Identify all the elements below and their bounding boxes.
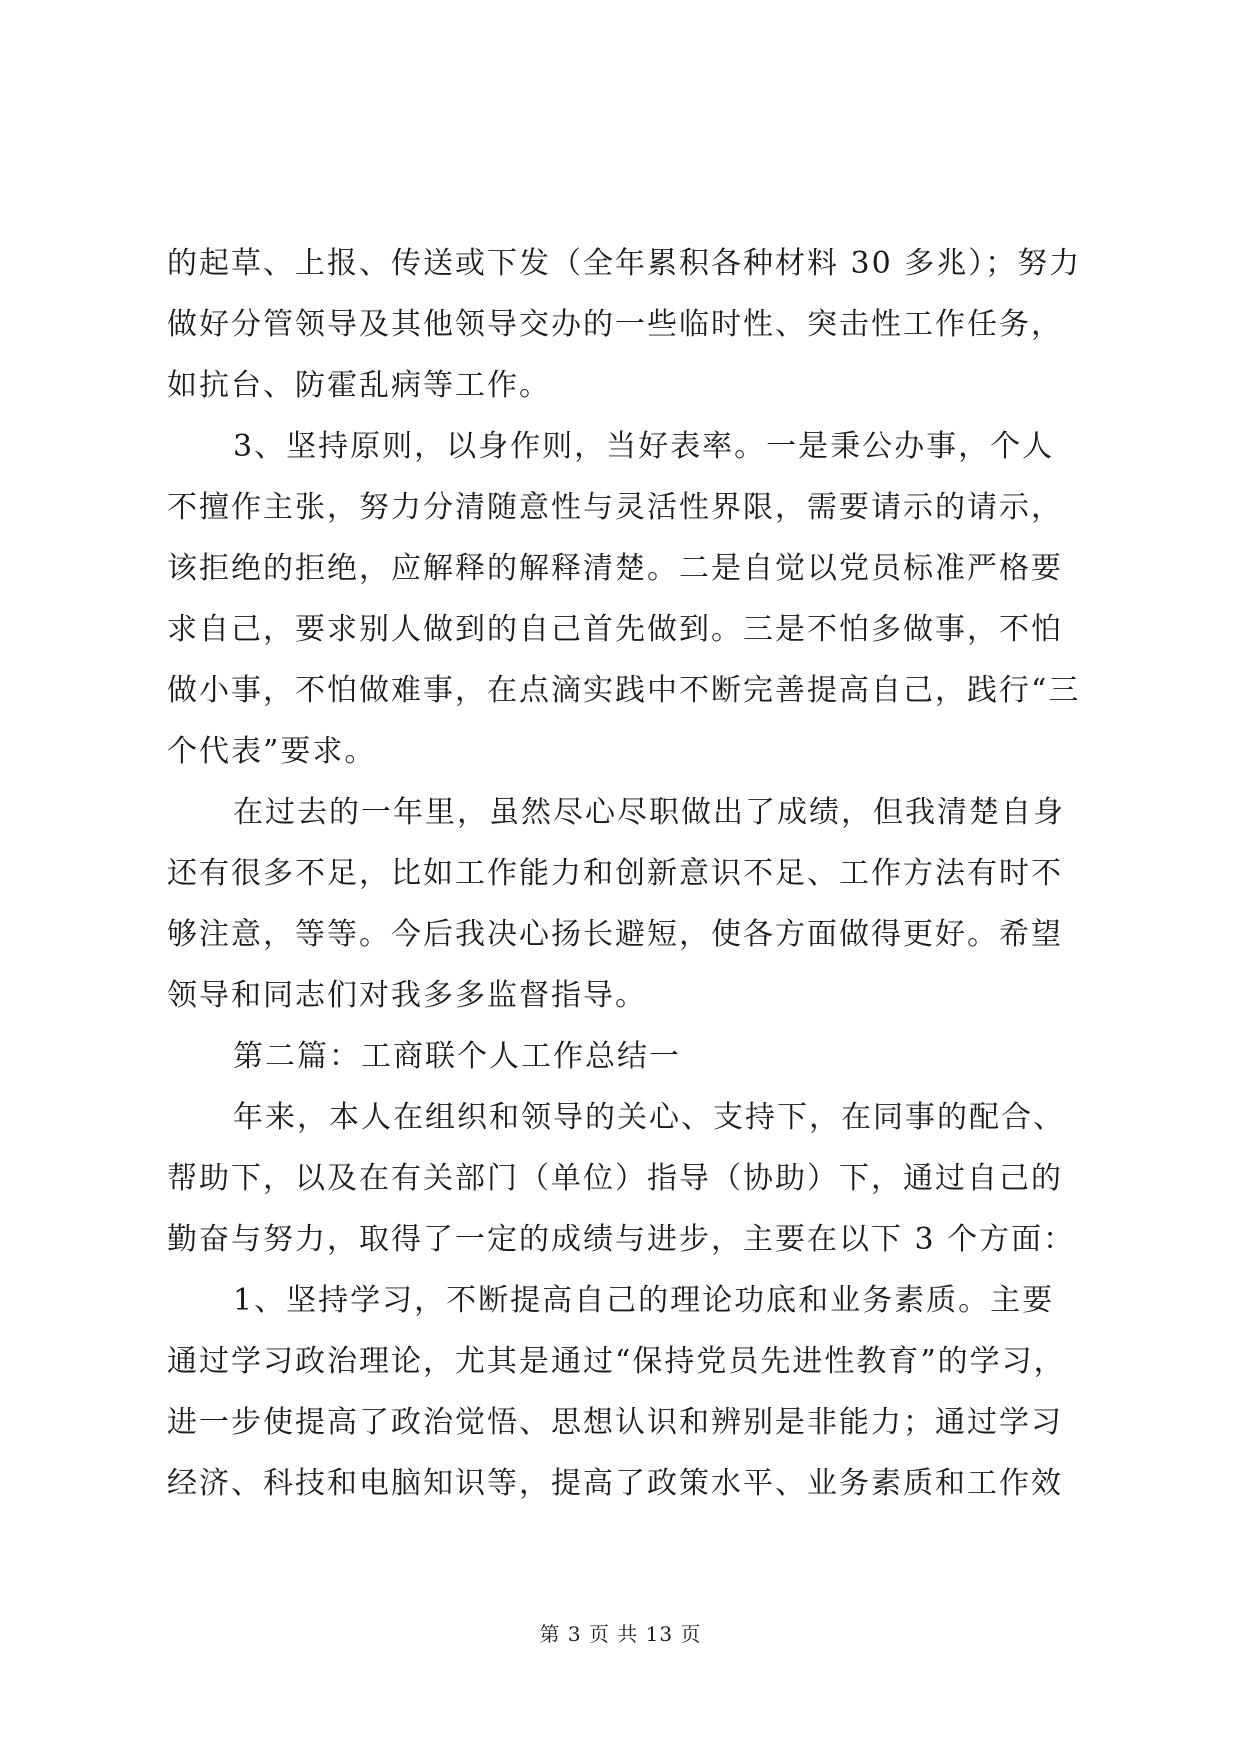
- text-line: 求自己，要求别人做到的自己首先做到。三是不怕多做事，不怕: [167, 612, 1063, 647]
- text-line: 领导和同志们对我多多监督指导。: [167, 978, 647, 1013]
- text-line: 经济、科技和电脑知识等，提高了政策水平、业务素质和工作效: [167, 1466, 1063, 1501]
- text-line: 该拒绝的拒绝，应解释的解释清楚。二是自觉以党员标准严格要: [167, 551, 1063, 586]
- section-heading: 第二篇：工商联个人工作总结一: [233, 1039, 681, 1074]
- text-line: 个代表”要求。: [167, 734, 377, 769]
- paragraph-start-line: 3、坚持原则，以身作则，当好表率。一是秉公办事，个人: [233, 429, 1055, 464]
- text-line: 还有很多不足，比如工作能力和创新意识不足、工作方法有时不: [167, 856, 1063, 891]
- text-line: 如抗台、防霍乱病等工作。: [167, 368, 551, 403]
- text-line: 进一步使提高了政治觉悟、思想认识和辨别是非能力；通过学习: [167, 1405, 1063, 1440]
- text-line: 不擅作主张，努力分清随意性与灵活性界限，需要请示的请示，: [167, 490, 1063, 525]
- text-line: 的起草、上报、传送或下发（全年累积各种材料 30 多兆）；努力: [167, 246, 1082, 281]
- text-line: 通过学习政治理论，尤其是通过“保持党员先进性教育”的学习，: [167, 1344, 1066, 1379]
- text-line: 勤奋与努力，取得了一定的成绩与进步，主要在以下 3 个方面：: [167, 1222, 1076, 1257]
- text-line: 够注意，等等。今后我决心扬长避短，使各方面做得更好。希望: [167, 917, 1063, 952]
- text-line: 做好分管领导及其他领导交办的一些临时性、突击性工作任务，: [167, 307, 1063, 342]
- page-footer: 第 3 页 共 13 页: [539, 1622, 702, 1646]
- paragraph-start-line: 年来，本人在组织和领导的关心、支持下，在同事的配合、: [233, 1100, 1065, 1135]
- document-body: [167, 233, 1097, 1514]
- paragraph-start-line: 1、坚持学习，不断提高自己的理论功底和业务素质。主要: [233, 1283, 1055, 1318]
- text-line: 帮助下，以及在有关部门（单位）指导（协助）下，通过自己的: [167, 1161, 1063, 1196]
- text-line: 做小事，不怕做难事，在点滴实践中不断完善提高自己，践行“三: [167, 673, 1081, 708]
- paragraph-start-line: 在过去的一年里，虽然尽心尽职做出了成绩，但我清楚自身: [233, 795, 1065, 830]
